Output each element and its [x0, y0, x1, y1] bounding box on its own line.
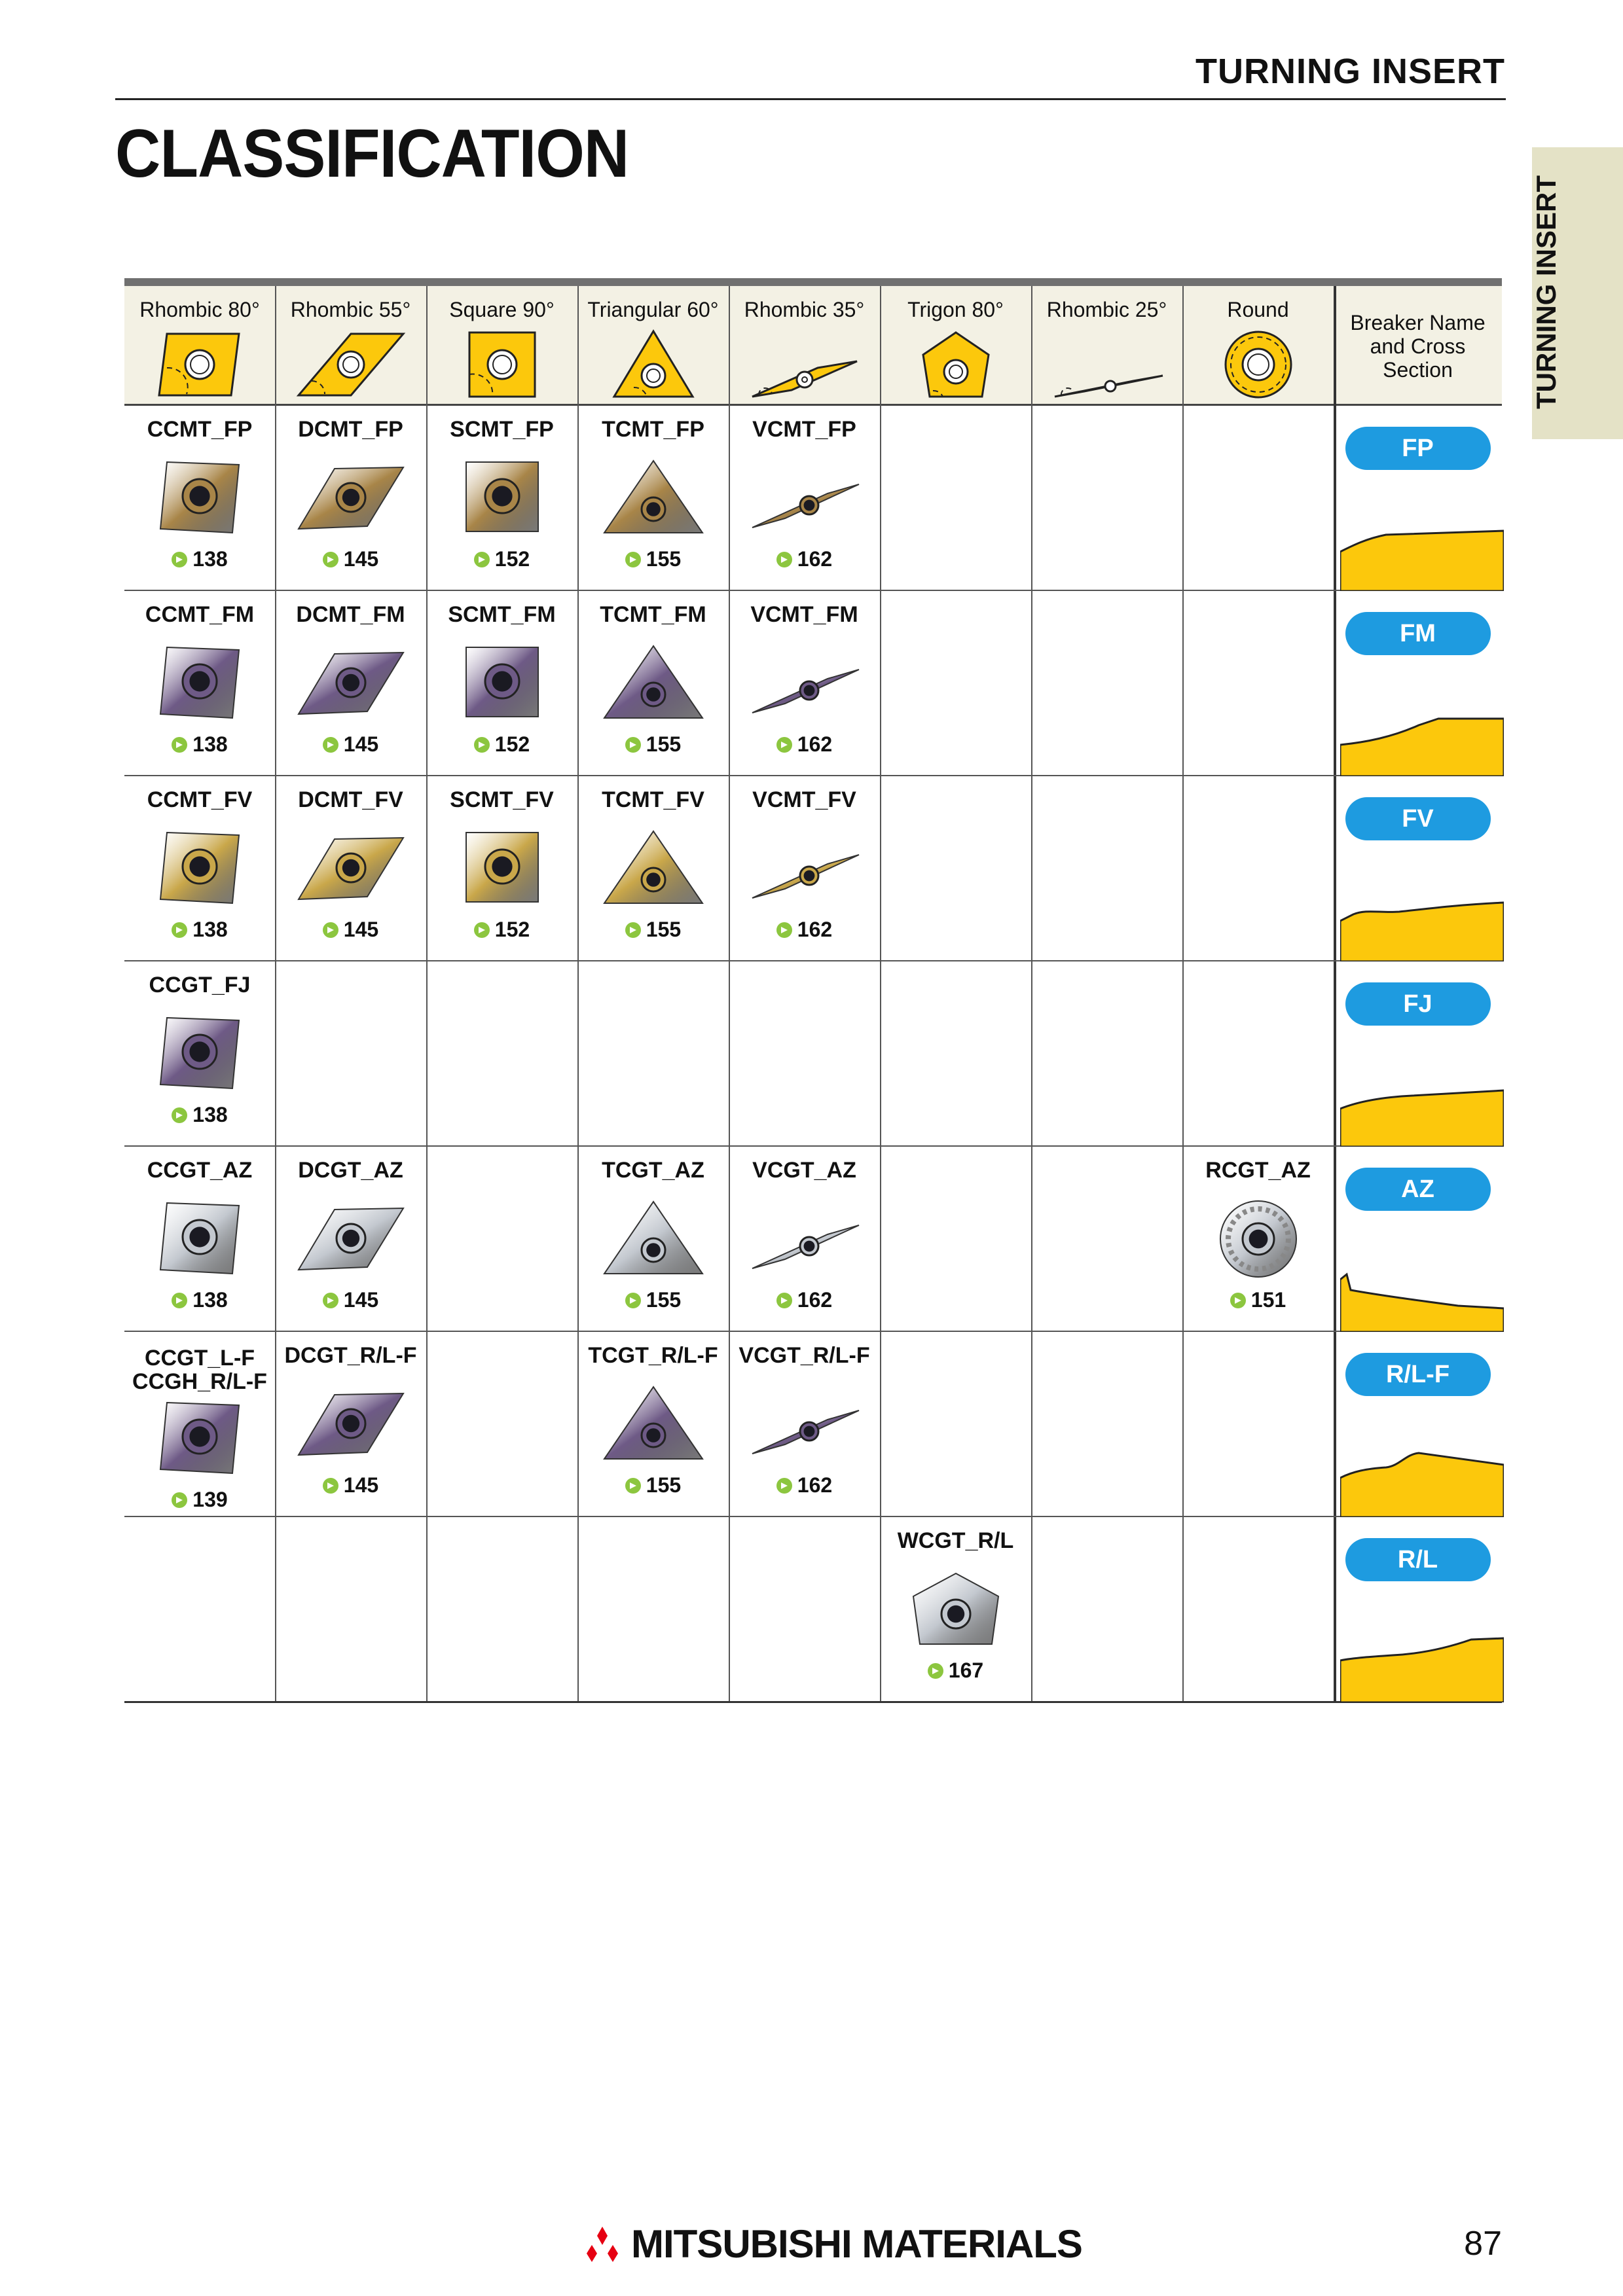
- column-header-label: Rhombic 35°: [744, 298, 865, 321]
- insert-code: VCMT_FM: [750, 602, 858, 627]
- insert-cell[interactable]: [1182, 1158, 1334, 1312]
- insert-cell[interactable]: [577, 1344, 729, 1498]
- triangular-60-icon: [594, 329, 712, 401]
- insert-photo: [144, 1396, 255, 1481]
- insert-cell[interactable]: [577, 788, 729, 942]
- insert-cell[interactable]: [729, 418, 880, 571]
- column-header: [275, 286, 426, 406]
- page-reference: 155: [646, 918, 682, 941]
- page-reference-link[interactable]: [172, 1488, 227, 1512]
- page-reference-link[interactable]: [172, 547, 227, 571]
- insert-photo: [598, 826, 709, 911]
- arrow-right-icon: [776, 1293, 792, 1308]
- page-reference: 162: [797, 547, 833, 571]
- insert-code: RCGT_AZ: [1205, 1158, 1311, 1183]
- insert-photo: [749, 1382, 860, 1467]
- side-tab-label: TURNING INSERT: [1531, 175, 1561, 409]
- column-header: [729, 286, 880, 406]
- insert-cell[interactable]: [275, 603, 426, 757]
- page-reference: 152: [494, 732, 530, 756]
- brand-name: MITSUBISHI MATERIALS: [631, 2222, 1082, 2266]
- insert-code: CCMT_FV: [147, 787, 253, 812]
- insert-cell[interactable]: [577, 603, 729, 757]
- insert-cell[interactable]: [729, 603, 880, 757]
- breaker-cross-section: [1340, 1637, 1504, 1702]
- page-number: 87: [1464, 2225, 1502, 2263]
- insert-cell[interactable]: [275, 1344, 426, 1498]
- column-header: [880, 286, 1031, 406]
- breaker-cell: [1334, 591, 1502, 776]
- page-reference: 151: [1250, 1288, 1286, 1312]
- arrow-right-icon: [474, 922, 490, 938]
- insert-code: CCGT_FJ: [149, 973, 251, 997]
- arrow-right-icon: [474, 552, 490, 567]
- arrow-right-icon: [625, 922, 641, 938]
- rhombic-35-icon: [746, 329, 864, 401]
- column-header-label: Square 90°: [449, 298, 555, 321]
- insert-cell[interactable]: [880, 1529, 1031, 1683]
- insert-photo: [1203, 1196, 1314, 1282]
- square-90-icon: [443, 329, 561, 401]
- insert-photo: [144, 456, 255, 541]
- breaker-column-header: [1334, 286, 1502, 406]
- three-diamonds-logo-icon: [583, 2227, 622, 2262]
- insert-code: TCMT_FM: [600, 602, 706, 627]
- breaker-column-label: Breaker Name and Cross Section: [1350, 311, 1486, 382]
- insert-photo: [749, 1196, 860, 1282]
- column-header: [1182, 286, 1334, 406]
- row-divider: [124, 1145, 1502, 1147]
- arrow-right-icon: [776, 922, 792, 938]
- page-reference-link[interactable]: [474, 732, 530, 757]
- arrow-right-icon: [474, 737, 490, 753]
- page-reference: 162: [797, 918, 833, 941]
- insert-code: SCMT_FM: [448, 602, 556, 627]
- breaker-cell: [1334, 776, 1502, 961]
- page-reference-link[interactable]: [625, 547, 681, 571]
- page-reference-link[interactable]: [323, 1288, 378, 1312]
- insert-code: TCMT_FP: [602, 417, 704, 442]
- arrow-right-icon: [625, 737, 641, 753]
- arrow-right-icon: [172, 1107, 187, 1123]
- arrow-right-icon: [776, 737, 792, 753]
- page-reference-link[interactable]: [474, 918, 530, 942]
- page-reference: 162: [797, 732, 833, 756]
- insert-photo: [295, 1196, 407, 1282]
- breaker-badge[interactable]: FV: [1345, 797, 1491, 840]
- arrow-right-icon: [1230, 1293, 1246, 1308]
- page-reference-link[interactable]: [172, 732, 227, 757]
- insert-cell[interactable]: [124, 603, 275, 757]
- insert-code: DCMT_FM: [296, 602, 405, 627]
- row-divider: [124, 1701, 1502, 1703]
- breaker-cell: [1334, 1147, 1502, 1332]
- header-rule: [115, 98, 1506, 100]
- insert-photo: [749, 456, 860, 541]
- insert-code: DCGT_R/L-F: [284, 1343, 417, 1368]
- arrow-right-icon: [323, 1478, 338, 1494]
- insert-photo: [447, 826, 558, 911]
- page-reference-link[interactable]: [323, 1473, 378, 1498]
- page-reference: 155: [646, 1288, 682, 1312]
- trigon-80-icon: [897, 329, 1015, 401]
- rhombic-55-icon: [292, 329, 410, 401]
- column-divider: [1182, 286, 1184, 1702]
- page-reference: 145: [343, 1473, 379, 1497]
- arrow-right-icon: [172, 737, 187, 753]
- breaker-badge[interactable]: R/L-F: [1345, 1353, 1491, 1396]
- page-reference: 162: [797, 1288, 833, 1312]
- page-reference: 167: [948, 1659, 984, 1682]
- arrow-right-icon: [323, 1293, 338, 1308]
- insert-photo: [749, 641, 860, 726]
- insert-code: CCGT_AZ: [147, 1158, 253, 1183]
- insert-cell[interactable]: [426, 418, 577, 571]
- insert-code: CCGT_L-F: [144, 1346, 255, 1371]
- arrow-right-icon: [625, 552, 641, 567]
- breaker-cell: [1334, 961, 1502, 1147]
- arrow-right-icon: [172, 1492, 187, 1508]
- page-reference-link[interactable]: [172, 1288, 227, 1312]
- insert-photo: [598, 456, 709, 541]
- insert-cell[interactable]: [275, 788, 426, 942]
- rhombic-80-icon: [141, 329, 259, 401]
- rhombic-25-icon: [1048, 329, 1166, 401]
- insert-code: SCMT_FV: [450, 787, 554, 812]
- breaker-badge[interactable]: FJ: [1345, 982, 1491, 1026]
- insert-cell[interactable]: [124, 973, 275, 1127]
- insert-photo: [749, 826, 860, 911]
- insert-photo: [900, 1567, 1012, 1652]
- page-reference: 155: [646, 732, 682, 756]
- page-reference: 145: [343, 918, 379, 941]
- arrow-right-icon: [625, 1478, 641, 1494]
- insert-cell[interactable]: [577, 1158, 729, 1312]
- page-reference: 145: [343, 1288, 379, 1312]
- breaker-badge[interactable]: FP: [1345, 427, 1491, 470]
- page-reference-link[interactable]: [928, 1659, 983, 1683]
- insert-cell[interactable]: [124, 418, 275, 571]
- row-divider: [124, 960, 1502, 961]
- insert-code: TCMT_FV: [602, 787, 704, 812]
- arrow-right-icon: [172, 922, 187, 938]
- breaker-badge[interactable]: R/L: [1345, 1538, 1491, 1581]
- page-reference-link[interactable]: [776, 918, 832, 942]
- insert-code: DCGT_AZ: [298, 1158, 403, 1183]
- column-header: [577, 286, 729, 406]
- column-header-label: Rhombic 55°: [290, 298, 411, 321]
- page-reference-link[interactable]: [172, 918, 227, 942]
- row-divider: [124, 590, 1502, 591]
- section-title: TURNING INSERT: [1195, 52, 1505, 91]
- arrow-right-icon: [776, 552, 792, 567]
- insert-code: CCMT_FM: [145, 602, 255, 627]
- row-divider: [124, 775, 1502, 776]
- column-header: [1031, 286, 1182, 406]
- insert-photo: [598, 1382, 709, 1467]
- breaker-cell: [1334, 1332, 1502, 1517]
- page-reference-link[interactable]: [172, 1103, 227, 1127]
- page-reference: 139: [192, 1488, 228, 1511]
- insert-cell[interactable]: [275, 418, 426, 571]
- insert-code: DCMT_FP: [298, 417, 403, 442]
- insert-photo: [598, 641, 709, 726]
- insert-code: TCGT_AZ: [602, 1158, 704, 1183]
- insert-photo: [598, 1196, 709, 1282]
- insert-photo: [295, 641, 407, 726]
- insert-cell[interactable]: [729, 1344, 880, 1498]
- breaker-cell: [1334, 406, 1502, 591]
- page-reference: 145: [343, 547, 379, 571]
- page-reference-link[interactable]: [625, 1288, 681, 1312]
- page-reference-link[interactable]: [776, 547, 832, 571]
- arrow-right-icon: [323, 737, 338, 753]
- insert-cell[interactable]: [124, 788, 275, 942]
- page-reference: 138: [192, 547, 228, 571]
- breaker-badge[interactable]: FM: [1345, 612, 1491, 655]
- page-reference: 145: [343, 732, 379, 756]
- insert-photo: [144, 641, 255, 726]
- column-header-label: Triangular 60°: [587, 298, 719, 321]
- insert-cell[interactable]: [426, 603, 577, 757]
- insert-cell[interactable]: [124, 1346, 275, 1512]
- page-reference: 138: [192, 1288, 228, 1312]
- insert-photo: [295, 826, 407, 911]
- column-divider: [1031, 286, 1032, 1702]
- breaker-cross-section: [1340, 1081, 1504, 1147]
- insert-photo: [295, 456, 407, 541]
- page-reference: 138: [192, 1103, 228, 1126]
- column-header-label: Round: [1227, 298, 1289, 321]
- page-reference-link[interactable]: [323, 918, 378, 942]
- arrow-right-icon: [323, 552, 338, 567]
- page-reference-link[interactable]: [474, 547, 530, 571]
- page-reference-link[interactable]: [323, 732, 378, 757]
- insert-cell[interactable]: [729, 1158, 880, 1312]
- page-reference-link[interactable]: [625, 732, 681, 757]
- insert-photo: [447, 641, 558, 726]
- row-divider: [124, 1331, 1502, 1332]
- page-reference-link[interactable]: [776, 732, 832, 757]
- footer-brand: [583, 2221, 1082, 2267]
- insert-code-alt: CCGH_R/L-F: [132, 1369, 267, 1394]
- column-header: [426, 286, 577, 406]
- page-reference: 155: [646, 547, 682, 571]
- arrow-right-icon: [172, 1293, 187, 1308]
- insert-cell[interactable]: [577, 418, 729, 571]
- insert-code: TCGT_R/L-F: [588, 1343, 718, 1368]
- column-divider: [880, 286, 881, 1702]
- page-reference: 138: [192, 918, 228, 941]
- breaker-cross-section: [1340, 526, 1504, 591]
- insert-cell[interactable]: [275, 1158, 426, 1312]
- insert-code: VCMT_FP: [752, 417, 856, 442]
- insert-code: SCMT_FP: [450, 417, 554, 442]
- insert-photo: [447, 456, 558, 541]
- insert-code: VCMT_FV: [752, 787, 856, 812]
- insert-cell[interactable]: [426, 788, 577, 942]
- breaker-cell: [1334, 1517, 1502, 1702]
- column-header-label: Rhombic 80°: [139, 298, 260, 321]
- breaker-cross-section: [1340, 1452, 1504, 1517]
- insert-photo: [144, 1011, 255, 1096]
- column-header-label: Rhombic 25°: [1046, 298, 1167, 321]
- insert-code: VCGT_AZ: [752, 1158, 856, 1183]
- arrow-right-icon: [323, 922, 338, 938]
- breaker-badge[interactable]: AZ: [1345, 1168, 1491, 1211]
- insert-cell[interactable]: [729, 788, 880, 942]
- page-reference-link[interactable]: [1230, 1288, 1286, 1312]
- insert-cell[interactable]: [124, 1158, 275, 1312]
- page-reference: 138: [192, 732, 228, 756]
- insert-code: DCMT_FV: [298, 787, 403, 812]
- row-divider: [124, 1516, 1502, 1517]
- page-reference-link[interactable]: [625, 918, 681, 942]
- column-header-label: Trigon 80°: [907, 298, 1004, 321]
- page-reference-link[interactable]: [776, 1288, 832, 1312]
- page-reference-link[interactable]: [625, 1473, 681, 1498]
- page-reference-link[interactable]: [323, 547, 378, 571]
- page-reference: 162: [797, 1473, 833, 1497]
- page-reference: 152: [494, 547, 530, 571]
- breaker-cross-section: [1340, 896, 1504, 961]
- insert-photo: [295, 1382, 407, 1467]
- arrow-right-icon: [776, 1478, 792, 1494]
- table-top-rule: [124, 278, 1502, 286]
- insert-code: CCMT_FP: [147, 417, 253, 442]
- insert-code: VCGT_R/L-F: [739, 1343, 870, 1368]
- arrow-right-icon: [928, 1663, 943, 1679]
- column-header: [124, 286, 275, 406]
- arrow-right-icon: [625, 1293, 641, 1308]
- insert-photo: [144, 826, 255, 911]
- breaker-cross-section: [1340, 1266, 1504, 1332]
- arrow-right-icon: [172, 552, 187, 567]
- page-title: CLASSIFICATION: [115, 116, 629, 192]
- insert-code: WCGT_R/L: [897, 1528, 1014, 1553]
- round-icon: [1199, 329, 1317, 401]
- page-reference: 152: [494, 918, 530, 941]
- insert-photo: [144, 1196, 255, 1282]
- breaker-cross-section: [1340, 711, 1504, 776]
- page-reference: 155: [646, 1473, 682, 1497]
- page-reference-link[interactable]: [776, 1473, 832, 1498]
